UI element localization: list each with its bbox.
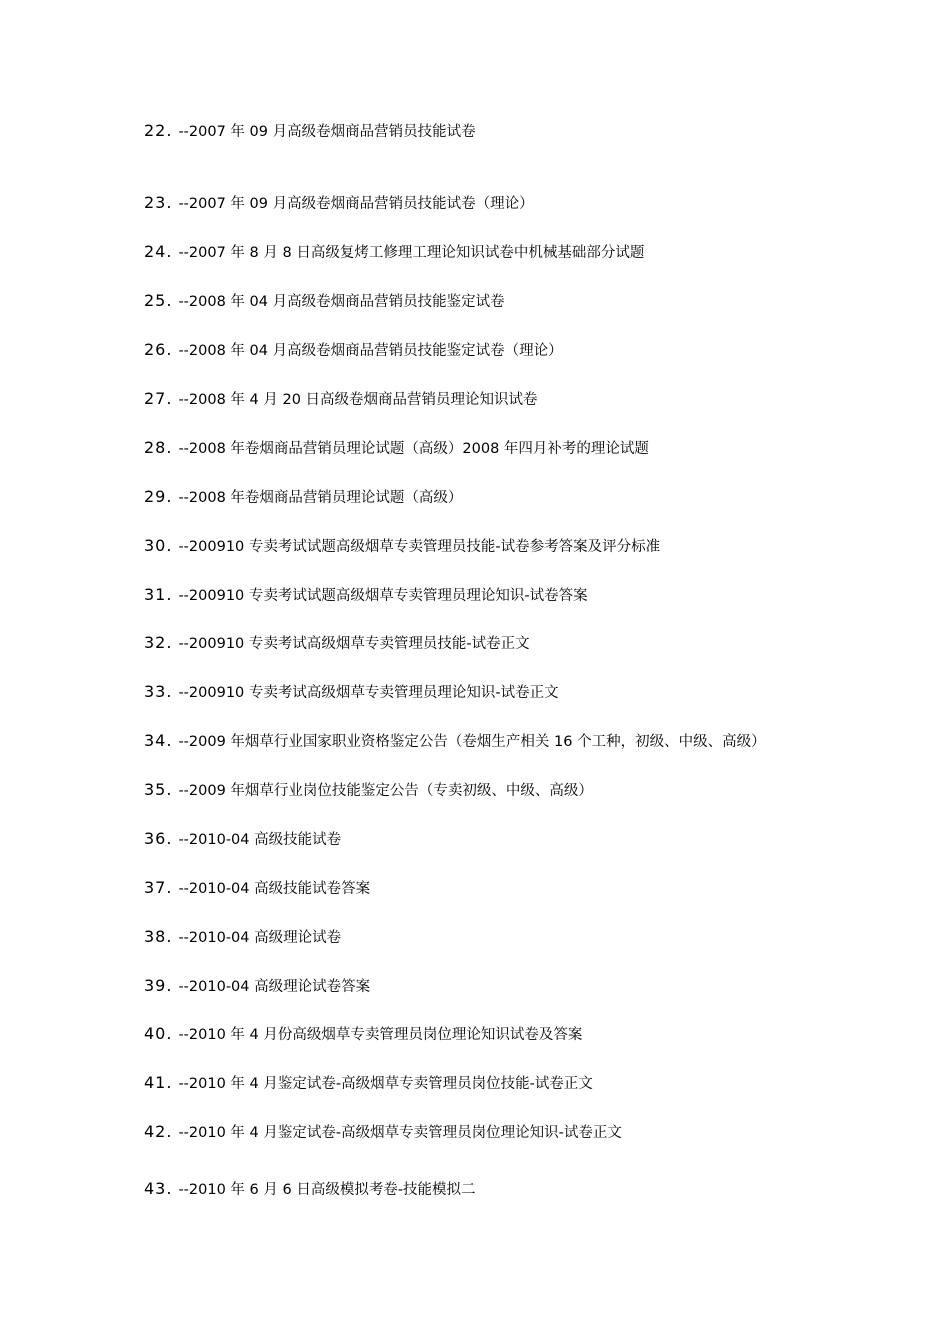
- item-number: 38.: [144, 927, 173, 946]
- list-item: [144, 927, 341, 947]
- list-item: [144, 193, 534, 213]
- item-text: --2007 年 09 月高级卷烟商品营销员技能试卷（理论）: [178, 196, 534, 212]
- item-number: 35.: [144, 780, 173, 799]
- list-item: [144, 487, 462, 507]
- list-item: [144, 682, 559, 702]
- item-number: 32.: [144, 633, 173, 652]
- item-text: --2010-04 高级技能试卷: [178, 832, 342, 848]
- item-text: --2008 年卷烟商品营销员理论试题（高级）2008 年四月补考的理论试题: [178, 441, 649, 457]
- list-item: [144, 1179, 476, 1199]
- list-item: [144, 633, 530, 653]
- item-number: 25.: [144, 291, 173, 310]
- item-text: --200910 专卖考试高级烟草专卖管理员技能-试卷正文: [178, 636, 530, 652]
- item-text: --2010 年 4 月鉴定试卷-高级烟草专卖管理员岗位理论知识-试卷正文: [178, 1125, 622, 1141]
- item-number: 42.: [144, 1122, 173, 1141]
- item-text: --2007 年 8 月 8 日高级复烤工修理工理论知识试卷中机械基础部分试题: [178, 245, 645, 261]
- item-number: 30.: [144, 536, 173, 555]
- list-item: [144, 389, 538, 409]
- list-item: [144, 1073, 593, 1093]
- item-text: --200910 专卖考试试题高级烟草专卖管理员技能-试卷参考答案及评分标准: [178, 539, 661, 555]
- item-number: 24.: [144, 242, 173, 261]
- list-item: [144, 438, 649, 458]
- item-text: --2008 年 04 月高级卷烟商品营销员技能鉴定试卷（理论）: [178, 343, 563, 359]
- item-number: 26.: [144, 340, 173, 359]
- list-item: [144, 585, 588, 605]
- item-number: 43.: [144, 1179, 173, 1198]
- item-number: 29.: [144, 487, 173, 506]
- list-item: [144, 1122, 622, 1142]
- list-item: [144, 121, 476, 141]
- list-item: [144, 291, 505, 311]
- item-number: 36.: [144, 829, 173, 848]
- list-item: [144, 536, 660, 556]
- item-number: 22.: [144, 121, 173, 140]
- item-number: 41.: [144, 1073, 173, 1092]
- item-text: --2010 年 6 月 6 日高级模拟考卷-技能模拟二: [178, 1182, 476, 1198]
- item-text: --200910 专卖考试试题高级烟草专卖管理员理论知识-试卷答案: [178, 588, 588, 604]
- item-number: 34.: [144, 731, 173, 750]
- item-number: 33.: [144, 682, 173, 701]
- item-text: --2010-04 高级技能试卷答案: [178, 881, 371, 897]
- item-text: --2007 年 09 月高级卷烟商品营销员技能试卷: [178, 124, 476, 140]
- item-text: --2008 年 4 月 20 日高级卷烟商品营销员理论知识试卷: [178, 392, 538, 408]
- item-text: --2008 年 04 月高级卷烟商品营销员技能鉴定试卷: [178, 294, 505, 310]
- list-item: [144, 829, 341, 849]
- item-text: --2010 年 4 月鉴定试卷-高级烟草专卖管理员岗位技能-试卷正文: [178, 1076, 593, 1092]
- item-number: 31.: [144, 585, 173, 604]
- item-number: 23.: [144, 193, 173, 212]
- item-number: 39.: [144, 976, 173, 995]
- list-item: [144, 780, 593, 800]
- item-text: --200910 专卖考试高级烟草专卖管理员理论知识-试卷正文: [178, 685, 559, 701]
- list-item: [144, 976, 370, 996]
- list-item: [144, 731, 766, 751]
- item-text: --2010-04 高级理论试卷答案: [178, 979, 371, 995]
- item-text: --2010-04 高级理论试卷: [178, 930, 342, 946]
- item-text: --2010 年 4 月份高级烟草专卖管理员岗位理论知识试卷及答案: [178, 1027, 583, 1043]
- list-item: [144, 340, 563, 360]
- list-item: [144, 878, 370, 898]
- item-number: 27.: [144, 389, 173, 408]
- item-number: 37.: [144, 878, 173, 897]
- list-item: [144, 1024, 582, 1044]
- item-text: --2009 年烟草行业岗位技能鉴定公告（专卖初级、中级、高级）: [178, 783, 593, 799]
- item-text: --2008 年卷烟商品营销员理论试题（高级）: [178, 490, 463, 506]
- item-text: --2009 年烟草行业国家职业资格鉴定公告（卷烟生产相关 16 个工种，初级、中级、高级）: [178, 734, 766, 750]
- list-item: [144, 242, 644, 262]
- item-number: 40.: [144, 1024, 173, 1043]
- item-number: 28.: [144, 438, 173, 457]
